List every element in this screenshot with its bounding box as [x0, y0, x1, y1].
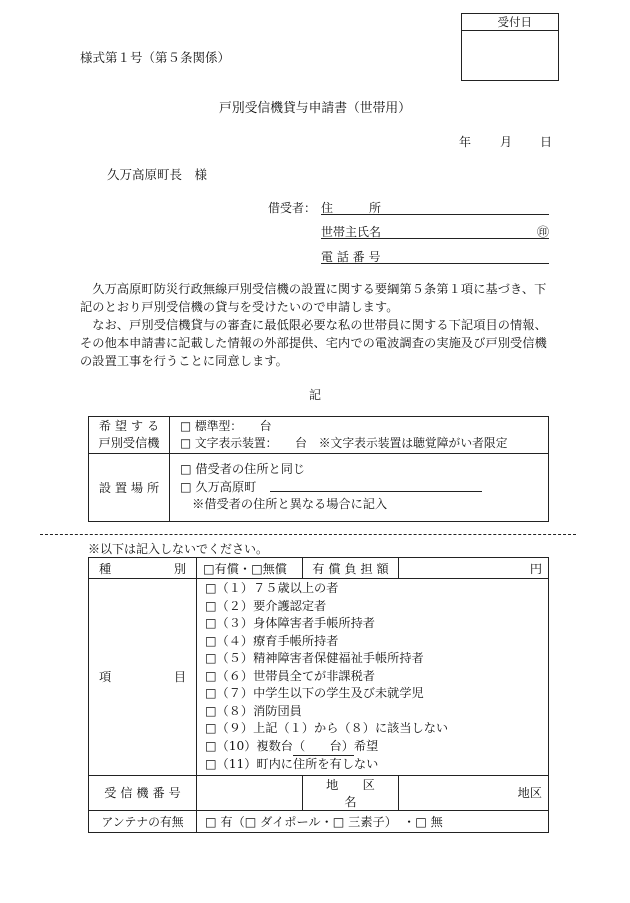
- type-value[interactable]: □有償・□無償: [197, 558, 303, 579]
- receiver-label-2: 戸別受信機: [98, 436, 160, 450]
- office-use-table: [88, 557, 549, 833]
- receipt-box: [461, 13, 559, 81]
- standard-type-checkbox[interactable]: □ 標準型： 台: [180, 418, 272, 433]
- location-options-cell: [170, 454, 549, 522]
- body-paragraph-2: なお、戸別受信機貸与の審査に最低限必要な私の世帯員に関する下記項目の情報、その他本申請書に記載した情報の外部提供、宅内での電波調査の実施及び戸別受信機の設置工事を行うことに同意します。: [80, 318, 547, 368]
- other-address-input[interactable]: [270, 479, 482, 492]
- address-label: 住 所: [321, 201, 382, 215]
- items-list-cell: [197, 579, 549, 776]
- location-note: ※借受者の住所と異なる場合に記入: [180, 497, 388, 512]
- item-checkbox-11[interactable]: □（11）町内に住所を有しない: [205, 757, 379, 771]
- item-checkbox-8[interactable]: □（８）消防団員: [205, 703, 302, 718]
- ki-heading: 記: [309, 388, 322, 402]
- item10-count-input[interactable]: （ 台）: [293, 738, 354, 757]
- form-number: 様式第１号（第５条関係）: [80, 50, 231, 65]
- phone-field[interactable]: [321, 248, 549, 264]
- item-checkbox-10[interactable]: [205, 738, 542, 757]
- cut-line: [40, 534, 576, 535]
- type-label-b: 別: [173, 561, 186, 576]
- items-label-cell: [89, 579, 197, 776]
- householder-label: 世帯主氏名: [321, 225, 382, 239]
- other-address-label: □ 久万高原町: [180, 479, 257, 494]
- district-label: 地 区 名: [303, 775, 399, 810]
- date-month[interactable]: 月: [500, 135, 513, 149]
- item-checkbox-9[interactable]: □（９）上記（１）から（８）に該当しない: [205, 721, 449, 735]
- item-checkbox-1[interactable]: □（１）７５歳以上の者: [205, 581, 339, 595]
- date-day[interactable]: 日: [540, 135, 553, 149]
- district-value[interactable]: 地区: [399, 775, 549, 810]
- receiver-label-cell: [89, 417, 170, 454]
- other-address-checkbox[interactable]: [180, 479, 542, 497]
- item-checkbox-6[interactable]: □（６）世帯員全てが非課税者: [205, 668, 375, 683]
- office-use-note: ※以下は記入しないでください。: [88, 542, 269, 556]
- page-title: 戸別受信機貸与申請書（世帯用）: [219, 101, 411, 116]
- item10-prefix: □（10）複数台: [205, 738, 293, 753]
- application-table: [88, 416, 549, 522]
- charge-label: 有 償 負 担 額: [303, 558, 399, 579]
- text-display-checkbox[interactable]: □ 文字表示装置： 台 ※文字表示装置は聴覚障がい者限定: [180, 436, 508, 450]
- type-label-cell: [89, 558, 197, 579]
- address-field[interactable]: [321, 199, 549, 215]
- same-address-checkbox[interactable]: □ 借受者の住所と同じ: [180, 462, 306, 477]
- location-label: 設 置 場 所: [89, 454, 170, 522]
- addressee: 久万高原町長 様: [107, 167, 208, 182]
- date-year[interactable]: 年: [459, 135, 472, 149]
- householder-name-field[interactable]: [321, 223, 549, 239]
- antenna-label: アンテナの有無: [89, 810, 197, 832]
- type-label-a: 種: [99, 561, 112, 576]
- charge-unit[interactable]: 円: [399, 558, 549, 579]
- borrower-label: 借受者：: [268, 201, 317, 215]
- items-label-b: 目: [173, 670, 186, 685]
- phone-label: 電 話 番 号: [321, 250, 381, 264]
- item-checkbox-3[interactable]: □（３）身体障害者手帳所持者: [205, 616, 375, 630]
- receiver-label-1: 希 望 す る: [98, 419, 160, 433]
- item-checkbox-4[interactable]: □（４）療育手帳所持者: [205, 633, 339, 648]
- seal-mark: ㊞: [536, 225, 549, 239]
- item-checkbox-2[interactable]: □（２）要介護認定者: [205, 598, 327, 613]
- receiver-number-value[interactable]: [197, 775, 303, 810]
- item10-suffix: 希望: [353, 738, 379, 753]
- antenna-options[interactable]: □ 有（□ ダイポール・□ 三素子） ・□ 無: [197, 810, 549, 832]
- receiver-number-label: 受 信 機 番 号: [89, 775, 197, 810]
- receipt-label: 受付日: [462, 14, 558, 31]
- item-checkbox-5[interactable]: □（５）精神障害者保健福祉手帳所持者: [205, 651, 424, 665]
- items-label-a: 項: [99, 670, 112, 685]
- receiver-options-cell: [170, 417, 549, 454]
- body-paragraph-1: 久万高原町防災行政無線戸別受信機の設置に関する要綱第５条第１項に基づき、下記のとおり戸別受信機の貸与を受けたいので申請します。: [80, 282, 547, 314]
- item-checkbox-7[interactable]: □（７）中学生以下の学生及び未就学児: [205, 686, 424, 700]
